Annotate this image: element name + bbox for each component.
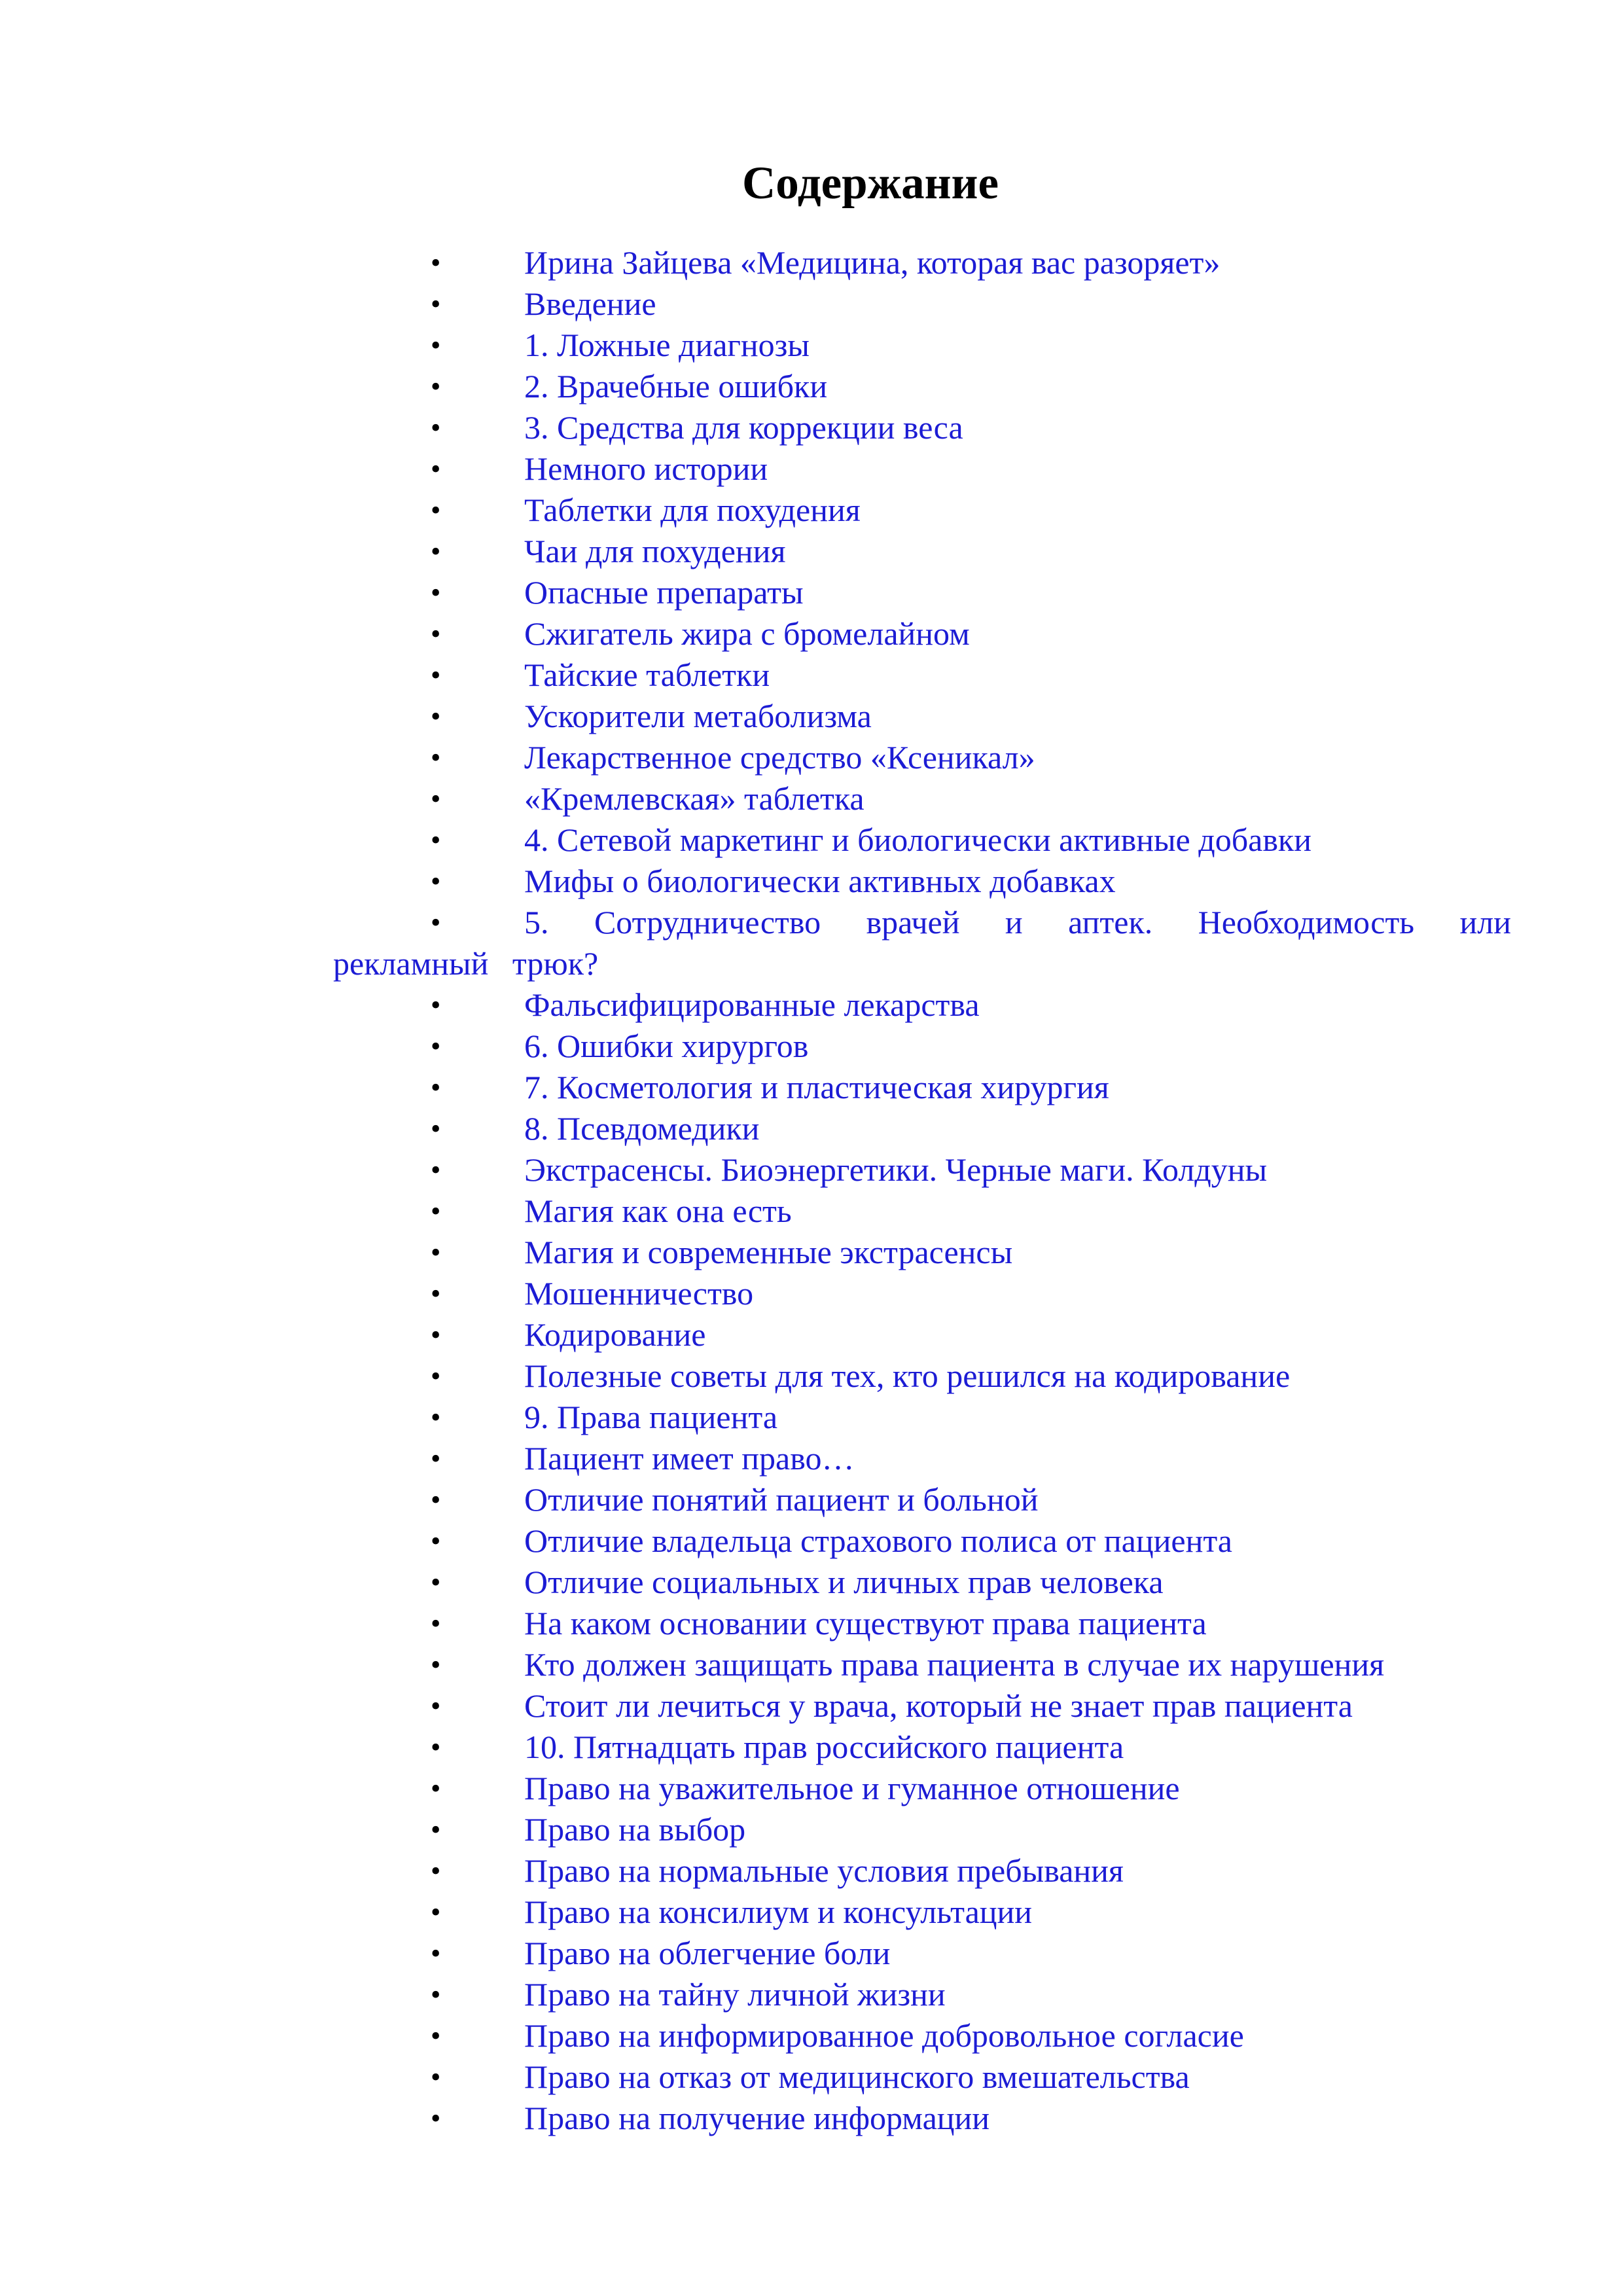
- bullet-icon: •: [431, 824, 441, 856]
- page-title: Содержание: [742, 158, 999, 209]
- bullet-icon: •: [431, 783, 441, 815]
- bullet-icon: •: [431, 989, 441, 1021]
- toc-item: [0, 1644, 1623, 1685]
- bullet-icon: •: [431, 2061, 441, 2093]
- toc-item: [0, 1520, 1623, 1562]
- bullet-icon: •: [431, 1236, 441, 1268]
- table-of-contents: [0, 242, 1623, 2139]
- toc-link[interactable]: Магия как она есть: [524, 1193, 792, 1229]
- bullet-icon: •: [431, 1030, 441, 1062]
- toc-item: [0, 490, 1623, 531]
- toc-link[interactable]: 7. Косметология и пластическая хирургия: [524, 1069, 1109, 1105]
- bullet-icon: •: [431, 1649, 441, 1681]
- toc-link[interactable]: Таблетки для похудения: [524, 492, 861, 528]
- toc-item: [0, 1314, 1623, 1355]
- toc-link[interactable]: Стоит ли лечиться у врача, который не знает прав пациента: [524, 1687, 1353, 1724]
- bullet-icon: •: [431, 1071, 441, 1103]
- bullet-icon: •: [431, 1896, 441, 1928]
- toc-item: [0, 1397, 1623, 1438]
- toc-item: [0, 1067, 1623, 1108]
- toc-link[interactable]: На каком основании существуют права пациента: [524, 1605, 1207, 1641]
- bullet-icon: •: [431, 494, 441, 526]
- toc-item: [0, 242, 1623, 283]
- toc-item: [0, 531, 1623, 572]
- toc-item: [0, 902, 1623, 984]
- toc-link[interactable]: Право на тайну личной жизни: [524, 1976, 946, 2013]
- toc-link[interactable]: Магия и современные экстрасенсы: [524, 1234, 1013, 1270]
- toc-link[interactable]: Полезные советы для тех, кто решился на кодирование: [524, 1357, 1291, 1394]
- toc-item: [0, 1685, 1623, 1727]
- bullet-icon: •: [431, 906, 441, 939]
- toc-item: [0, 984, 1623, 1026]
- bullet-icon: •: [431, 577, 441, 609]
- bullet-icon: •: [431, 288, 441, 320]
- bullet-icon: •: [431, 1937, 441, 1969]
- bullet-icon: •: [431, 1443, 441, 1475]
- toc-item: [0, 366, 1623, 407]
- bullet-icon: •: [431, 329, 441, 361]
- toc-item: [0, 1809, 1623, 1850]
- toc-link[interactable]: 8. Псевдомедики: [524, 1110, 760, 1147]
- toc-link[interactable]: Право на информированное добровольное согласие: [524, 2017, 1244, 2054]
- bullet-icon: •: [431, 865, 441, 897]
- toc-item: [0, 1892, 1623, 1933]
- toc-link[interactable]: Право на получение информации: [524, 2100, 990, 2136]
- toc-link[interactable]: Право на консилиум и консультации: [524, 1893, 1033, 1930]
- toc-item: [0, 325, 1623, 366]
- toc-item: [0, 448, 1623, 490]
- toc-link[interactable]: Опасные препараты: [524, 574, 804, 611]
- bullet-icon: •: [431, 370, 441, 403]
- bullet-icon: •: [431, 1278, 441, 1310]
- toc-item: [0, 1108, 1623, 1149]
- bullet-icon: •: [431, 2102, 441, 2134]
- toc-link[interactable]: Тайские таблетки: [524, 656, 770, 693]
- toc-item: [0, 1273, 1623, 1314]
- toc-link[interactable]: Ирина Зайцева «Медицина, которая вас разоряет»: [524, 244, 1221, 281]
- bullet-icon: •: [431, 700, 441, 732]
- toc-item: [0, 737, 1623, 778]
- toc-item: [0, 696, 1623, 737]
- toc-link[interactable]: 6. Ошибки хирургов: [524, 1028, 809, 1064]
- toc-link[interactable]: Мифы о биологически активных добавках: [524, 863, 1116, 899]
- bullet-icon: •: [431, 1607, 441, 1640]
- toc-item: [0, 1232, 1623, 1273]
- toc-link[interactable]: Отличие владельца страхового полиса от пациента: [524, 1522, 1232, 1559]
- bullet-icon: •: [431, 1154, 441, 1186]
- bullet-icon: •: [431, 1113, 441, 1145]
- toc-link[interactable]: Право на выбор: [524, 1811, 746, 1848]
- toc-link[interactable]: Право на уважительное и гуманное отношение: [524, 1770, 1180, 1806]
- toc-link[interactable]: 2. Врачебные ошибки: [524, 368, 828, 404]
- toc-item: [0, 778, 1623, 819]
- toc-link[interactable]: Отличие социальных и личных прав человека: [524, 1564, 1164, 1600]
- toc-link[interactable]: Введение: [524, 285, 656, 322]
- toc-link[interactable]: 10. Пятнадцать прав российского пациента: [524, 1729, 1124, 1765]
- bullet-icon: •: [431, 1195, 441, 1227]
- toc-item: [0, 2015, 1623, 2056]
- bullet-icon: •: [431, 1484, 441, 1516]
- toc-link[interactable]: Право на облегчение боли: [524, 1935, 891, 1971]
- bullet-icon: •: [431, 453, 441, 485]
- bullet-icon: •: [431, 1731, 441, 1763]
- toc-item: [0, 1149, 1623, 1191]
- toc-link[interactable]: Кодирование: [524, 1316, 706, 1353]
- toc-link[interactable]: Кто должен защищать права пациента в случае их нарушения: [524, 1646, 1385, 1683]
- toc-link[interactable]: 9. Права пациента: [524, 1399, 778, 1435]
- bullet-icon: •: [431, 742, 441, 774]
- toc-item: [0, 1026, 1623, 1067]
- toc-item: [0, 819, 1623, 861]
- bullet-icon: •: [431, 1855, 441, 1887]
- toc-item: [0, 407, 1623, 448]
- toc-link[interactable]: Отличие понятий пациент и больной: [524, 1481, 1039, 1518]
- toc-link[interactable]: Право на нормальные условия пребывания: [524, 1852, 1124, 1889]
- toc-link[interactable]: Мошенничество: [524, 1275, 754, 1312]
- toc-item: [0, 613, 1623, 655]
- bullet-icon: •: [431, 535, 441, 567]
- toc-item: [0, 1974, 1623, 2015]
- bullet-icon: •: [431, 247, 441, 279]
- toc-item: [0, 283, 1623, 325]
- toc-item: [0, 1727, 1623, 1768]
- toc-item: [0, 572, 1623, 613]
- bullet-icon: •: [431, 1814, 441, 1846]
- toc-link[interactable]: Немного истории: [524, 450, 768, 487]
- toc-item: [0, 1768, 1623, 1809]
- bullet-icon: •: [431, 1979, 441, 2011]
- toc-item: [0, 655, 1623, 696]
- toc-item: [0, 1355, 1623, 1397]
- toc-item: [0, 861, 1623, 902]
- toc-link[interactable]: Лекарственное средство «Ксеникал»: [524, 739, 1035, 776]
- bullet-icon: •: [431, 659, 441, 691]
- bullet-icon: •: [431, 1360, 441, 1392]
- toc-link[interactable]: 3. Средства для коррекции веса: [524, 409, 963, 446]
- bullet-icon: •: [431, 1690, 441, 1722]
- toc-link[interactable]: Чаи для похудения: [524, 533, 786, 569]
- toc-link[interactable]: Фальсифицированные лекарства: [524, 986, 980, 1023]
- toc-item: [0, 1438, 1623, 1479]
- toc-link[interactable]: Сжигатель жира с бромелайном: [524, 615, 970, 652]
- toc-link[interactable]: Пациент имеет право…: [524, 1440, 855, 1477]
- bullet-icon: •: [431, 412, 441, 444]
- toc-item: [0, 2098, 1623, 2139]
- toc-item: [0, 2056, 1623, 2098]
- toc-item: [0, 1191, 1623, 1232]
- toc-link[interactable]: Право на отказ от медицинского вмешательства: [524, 2058, 1190, 2095]
- toc-link[interactable]: 4. Сетевой маркетинг и биологически активные добавки: [524, 821, 1311, 858]
- bullet-icon: •: [431, 1401, 441, 1433]
- toc-item: [0, 1479, 1623, 1520]
- bullet-icon: •: [431, 1319, 441, 1351]
- toc-item: [0, 1933, 1623, 1974]
- toc-item: [0, 1603, 1623, 1644]
- bullet-icon: •: [431, 1772, 441, 1804]
- toc-item: [0, 1850, 1623, 1892]
- bullet-icon: •: [431, 618, 441, 650]
- toc-link[interactable]: Экстрасенсы. Биоэнергетики. Черные маги. Колдуны: [524, 1151, 1268, 1188]
- toc-link[interactable]: 1. Ложные диагнозы: [524, 327, 810, 363]
- bullet-icon: •: [431, 2020, 441, 2052]
- bullet-icon: •: [431, 1525, 441, 1557]
- toc-link[interactable]: Ускорители метаболизма: [524, 698, 872, 734]
- bullet-icon: •: [431, 1566, 441, 1598]
- toc-link[interactable]: «Кремлевская» таблетка: [524, 780, 865, 817]
- toc-link[interactable]: 5. Сотрудничество врачей и аптек. Необходимость или рекламный трюк?: [333, 904, 1511, 982]
- toc-item: [0, 1562, 1623, 1603]
